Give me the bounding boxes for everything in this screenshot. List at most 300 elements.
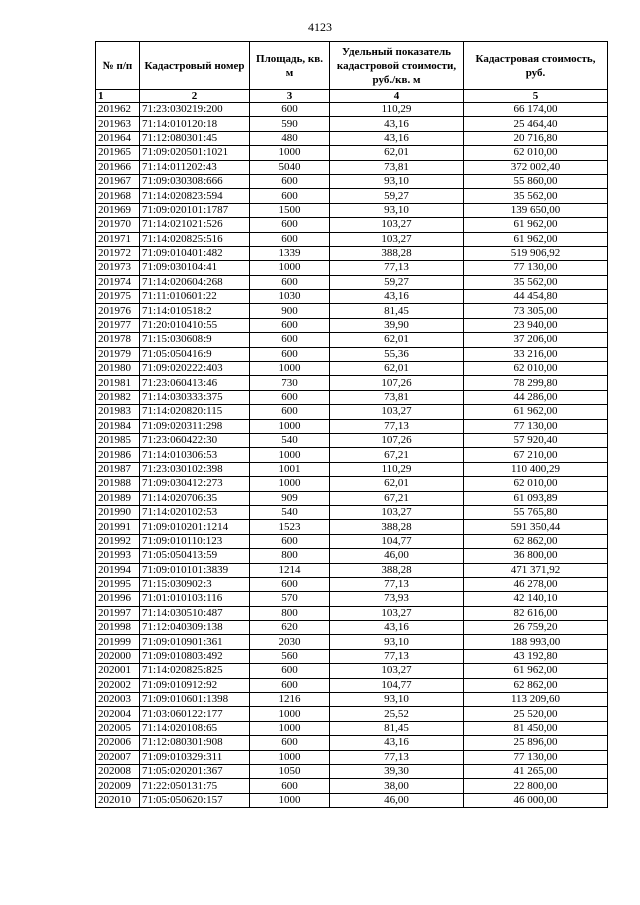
header-area: Площадь, кв. м xyxy=(250,42,330,90)
area-cell: 1214 xyxy=(250,563,330,577)
unit-rate-cell: 62,01 xyxy=(330,362,464,376)
cadastral-cost-cell: 61 962,00 xyxy=(464,232,608,246)
unit-rate-cell: 104,77 xyxy=(330,534,464,548)
cadastral-cost-cell: 35 562,00 xyxy=(464,275,608,289)
cadastral-cost-cell: 57 920,40 xyxy=(464,433,608,447)
cadastral-number-cell: 71:20:010410:55 xyxy=(140,318,250,332)
table-row xyxy=(96,649,608,663)
row-number-cell: 201966 xyxy=(96,160,140,174)
row-number-cell: 202010 xyxy=(96,793,140,807)
cadastral-number-cell: 71:09:010101:3839 xyxy=(140,563,250,577)
area-cell: 600 xyxy=(250,664,330,678)
cadastral-number-cell: 71:23:030102:398 xyxy=(140,462,250,476)
unit-rate-cell: 73,81 xyxy=(330,160,464,174)
cadastral-cost-cell: 44 286,00 xyxy=(464,390,608,404)
unit-rate-cell: 103,27 xyxy=(330,664,464,678)
table-row xyxy=(96,779,608,793)
table-row xyxy=(96,477,608,491)
cadastral-number-cell: 71:09:010201:1214 xyxy=(140,520,250,534)
unit-rate-cell: 103,27 xyxy=(330,606,464,620)
page-number: 4123 xyxy=(308,20,332,34)
cadastral-cost-cell: 77 130,00 xyxy=(464,419,608,433)
table-row xyxy=(96,131,608,145)
cadastral-cost-cell: 62 862,00 xyxy=(464,678,608,692)
cadastral-cost-cell: 61 962,00 xyxy=(464,218,608,232)
cadastral-number-cell: 71:23:060413:46 xyxy=(140,376,250,390)
row-number-cell: 202001 xyxy=(96,664,140,678)
area-cell: 1216 xyxy=(250,693,330,707)
area-cell: 600 xyxy=(250,218,330,232)
area-cell: 5040 xyxy=(250,160,330,174)
cadastral-cost-cell: 61 962,00 xyxy=(464,664,608,678)
unit-rate-cell: 107,26 xyxy=(330,433,464,447)
table-row xyxy=(96,606,608,620)
cadastral-number-cell: 71:09:010803:492 xyxy=(140,649,250,663)
row-number-cell: 201986 xyxy=(96,448,140,462)
unit-rate-cell: 73,81 xyxy=(330,390,464,404)
cadastral-number-cell: 71:09:030104:41 xyxy=(140,261,250,275)
row-number-cell: 201993 xyxy=(96,549,140,563)
unit-rate-cell: 43,16 xyxy=(330,621,464,635)
cadastral-number-cell: 71:05:050620:157 xyxy=(140,793,250,807)
row-number-cell: 202004 xyxy=(96,707,140,721)
table-row xyxy=(96,750,608,764)
cadastral-number-cell: 71:09:020222:403 xyxy=(140,362,250,376)
area-cell: 900 xyxy=(250,304,330,318)
unit-rate-cell: 81,45 xyxy=(330,721,464,735)
cadastral-cost-cell: 62 010,00 xyxy=(464,146,608,160)
row-number-cell: 202000 xyxy=(96,649,140,663)
table-row xyxy=(96,174,608,188)
cadastral-number-cell: 71:14:020823:594 xyxy=(140,189,250,203)
area-cell: 1000 xyxy=(250,419,330,433)
row-number-cell: 201998 xyxy=(96,621,140,635)
row-number-cell: 201967 xyxy=(96,174,140,188)
table-row xyxy=(96,232,608,246)
table-row xyxy=(96,635,608,649)
row-number-cell: 201982 xyxy=(96,390,140,404)
table-row xyxy=(96,290,608,304)
header-cadastral-number: Кадастровый номер xyxy=(140,42,250,90)
area-cell: 1000 xyxy=(250,261,330,275)
cadastral-cost-cell: 77 130,00 xyxy=(464,750,608,764)
area-cell: 1000 xyxy=(250,477,330,491)
table-row xyxy=(96,764,608,778)
unit-rate-cell: 388,28 xyxy=(330,246,464,260)
cadastral-cost-cell: 471 371,92 xyxy=(464,563,608,577)
unit-rate-cell: 38,00 xyxy=(330,779,464,793)
cadastral-cost-cell: 372 002,40 xyxy=(464,160,608,174)
area-cell: 620 xyxy=(250,621,330,635)
cadastral-number-cell: 71:14:011202:43 xyxy=(140,160,250,174)
cadastral-cost-cell: 113 209,60 xyxy=(464,693,608,707)
table-row xyxy=(96,621,608,635)
cadastral-cost-cell: 36 800,00 xyxy=(464,549,608,563)
area-cell: 600 xyxy=(250,405,330,419)
unit-rate-cell: 59,27 xyxy=(330,275,464,289)
unit-rate-cell: 62,01 xyxy=(330,333,464,347)
area-cell: 1500 xyxy=(250,203,330,217)
unit-rate-cell: 93,10 xyxy=(330,203,464,217)
area-cell: 1000 xyxy=(250,448,330,462)
cadastral-number-cell: 71:15:030902:3 xyxy=(140,577,250,591)
area-cell: 480 xyxy=(250,131,330,145)
cadastral-cost-cell: 62 862,00 xyxy=(464,534,608,548)
area-cell: 600 xyxy=(250,736,330,750)
row-number-cell: 201984 xyxy=(96,419,140,433)
area-cell: 1000 xyxy=(250,707,330,721)
table-row xyxy=(96,347,608,361)
row-number-cell: 201968 xyxy=(96,189,140,203)
area-cell: 600 xyxy=(250,318,330,332)
row-number-cell: 201975 xyxy=(96,290,140,304)
table-row xyxy=(96,462,608,476)
table-row xyxy=(96,707,608,721)
area-cell: 730 xyxy=(250,376,330,390)
area-cell: 600 xyxy=(250,779,330,793)
cadastral-cost-cell: 26 759,20 xyxy=(464,621,608,635)
row-number-cell: 201965 xyxy=(96,146,140,160)
cadastral-cost-cell: 110 400,29 xyxy=(464,462,608,476)
table-row xyxy=(96,563,608,577)
row-number-cell: 201983 xyxy=(96,405,140,419)
area-cell: 1523 xyxy=(250,520,330,534)
cadastral-cost-cell: 61 093,89 xyxy=(464,491,608,505)
cadastral-number-cell: 71:12:080301:908 xyxy=(140,736,250,750)
area-cell: 600 xyxy=(250,577,330,591)
table-row xyxy=(96,246,608,260)
row-number-cell: 202002 xyxy=(96,678,140,692)
cadastral-number-cell: 71:15:030608:9 xyxy=(140,333,250,347)
row-number-cell: 201971 xyxy=(96,232,140,246)
unit-rate-cell: 43,16 xyxy=(330,117,464,131)
cadastral-number-cell: 71:09:030308:666 xyxy=(140,174,250,188)
row-number-cell: 201973 xyxy=(96,261,140,275)
unit-rate-cell: 107,26 xyxy=(330,376,464,390)
cadastral-number-cell: 71:14:020820:115 xyxy=(140,405,250,419)
header-row-number: № п/п xyxy=(96,42,140,90)
table-row xyxy=(96,275,608,289)
cadastral-number-cell: 71:14:020825:516 xyxy=(140,232,250,246)
cadastral-number-cell: 71:09:030412:273 xyxy=(140,477,250,491)
table-row xyxy=(96,664,608,678)
cadastral-cost-cell: 55 860,00 xyxy=(464,174,608,188)
table-row xyxy=(96,520,608,534)
cadastral-cost-cell: 33 216,00 xyxy=(464,347,608,361)
table-row xyxy=(96,160,608,174)
row-number-cell: 201987 xyxy=(96,462,140,476)
cadastral-number-cell: 71:09:010401:482 xyxy=(140,246,250,260)
cadastral-cost-cell: 55 765,80 xyxy=(464,505,608,519)
unit-rate-cell: 81,45 xyxy=(330,304,464,318)
unit-rate-cell: 110,29 xyxy=(330,462,464,476)
area-cell: 1000 xyxy=(250,721,330,735)
unit-rate-cell: 43,16 xyxy=(330,131,464,145)
table-row xyxy=(96,793,608,807)
table-row xyxy=(96,333,608,347)
cadastral-number-cell: 71:22:050131:75 xyxy=(140,779,250,793)
table-row xyxy=(96,203,608,217)
cadastral-cost-cell: 25 520,00 xyxy=(464,707,608,721)
unit-rate-cell: 103,27 xyxy=(330,232,464,246)
area-cell: 600 xyxy=(250,678,330,692)
row-number-cell: 201981 xyxy=(96,376,140,390)
cadastral-number-cell: 71:14:020706:35 xyxy=(140,491,250,505)
cadastral-cost-cell: 67 210,00 xyxy=(464,448,608,462)
row-number-cell: 202007 xyxy=(96,750,140,764)
table-row xyxy=(96,362,608,376)
row-number-cell: 201997 xyxy=(96,606,140,620)
unit-rate-cell: 104,77 xyxy=(330,678,464,692)
cadastral-number-cell: 71:14:021021:526 xyxy=(140,218,250,232)
table-row xyxy=(96,117,608,131)
cadastral-cost-cell: 139 650,00 xyxy=(464,203,608,217)
table-row xyxy=(96,419,608,433)
header-row xyxy=(96,42,608,90)
cadastral-cost-cell: 37 206,00 xyxy=(464,333,608,347)
table-row xyxy=(96,505,608,519)
row-number-cell: 201979 xyxy=(96,347,140,361)
cadastral-number-cell: 71:09:020501:1021 xyxy=(140,146,250,160)
column-number: 5 xyxy=(464,90,608,103)
cadastral-cost-cell: 25 464,40 xyxy=(464,117,608,131)
cadastral-cost-cell: 25 896,00 xyxy=(464,736,608,750)
area-cell: 1000 xyxy=(250,750,330,764)
cadastral-cost-cell: 42 140,10 xyxy=(464,592,608,606)
cadastral-number-cell: 71:14:010518:2 xyxy=(140,304,250,318)
row-number-cell: 201962 xyxy=(96,103,140,117)
area-cell: 560 xyxy=(250,649,330,663)
row-number-cell: 201980 xyxy=(96,362,140,376)
row-number-cell: 201990 xyxy=(96,505,140,519)
area-cell: 1339 xyxy=(250,246,330,260)
row-number-cell: 202006 xyxy=(96,736,140,750)
row-number-cell: 201989 xyxy=(96,491,140,505)
cadastral-number-cell: 71:23:060422:30 xyxy=(140,433,250,447)
table-row xyxy=(96,318,608,332)
row-number-cell: 202009 xyxy=(96,779,140,793)
unit-rate-cell: 39,30 xyxy=(330,764,464,778)
header-cadastral-cost: Кадастровая стоимость, руб. xyxy=(464,42,608,90)
row-number-cell: 201985 xyxy=(96,433,140,447)
unit-rate-cell: 77,13 xyxy=(330,419,464,433)
cadastral-cost-cell: 43 192,80 xyxy=(464,649,608,663)
area-cell: 590 xyxy=(250,117,330,131)
cadastral-cost-cell: 35 562,00 xyxy=(464,189,608,203)
cadastral-cost-cell: 519 906,92 xyxy=(464,246,608,260)
table-body xyxy=(96,103,608,808)
table-row xyxy=(96,390,608,404)
cadastral-number-cell: 71:09:010601:1398 xyxy=(140,693,250,707)
area-cell: 800 xyxy=(250,549,330,563)
unit-rate-cell: 110,29 xyxy=(330,103,464,117)
cadastral-cost-cell: 188 993,00 xyxy=(464,635,608,649)
table-row xyxy=(96,549,608,563)
row-number-cell: 201994 xyxy=(96,563,140,577)
cadastral-cost-cell: 41 265,00 xyxy=(464,764,608,778)
cadastral-cost-cell: 66 174,00 xyxy=(464,103,608,117)
area-cell: 600 xyxy=(250,333,330,347)
cadastral-number-cell: 71:01:010103:116 xyxy=(140,592,250,606)
row-number-cell: 201977 xyxy=(96,318,140,332)
cadastral-number-cell: 71:09:010329:311 xyxy=(140,750,250,764)
unit-rate-cell: 39,90 xyxy=(330,318,464,332)
area-cell: 540 xyxy=(250,433,330,447)
unit-rate-cell: 67,21 xyxy=(330,491,464,505)
column-number: 4 xyxy=(330,90,464,103)
unit-rate-cell: 103,27 xyxy=(330,405,464,419)
cadastral-number-cell: 71:14:020102:53 xyxy=(140,505,250,519)
row-number-cell: 201995 xyxy=(96,577,140,591)
cadastral-number-cell: 71:03:060122:177 xyxy=(140,707,250,721)
cadastral-number-cell: 71:05:050416:9 xyxy=(140,347,250,361)
area-cell: 1030 xyxy=(250,290,330,304)
unit-rate-cell: 46,00 xyxy=(330,793,464,807)
area-cell: 2030 xyxy=(250,635,330,649)
unit-rate-cell: 388,28 xyxy=(330,520,464,534)
column-number: 1 xyxy=(96,90,140,103)
unit-rate-cell: 25,52 xyxy=(330,707,464,721)
cadastral-number-cell: 71:14:020108:65 xyxy=(140,721,250,735)
row-number-cell: 201972 xyxy=(96,246,140,260)
area-cell: 1001 xyxy=(250,462,330,476)
unit-rate-cell: 77,13 xyxy=(330,649,464,663)
table-row xyxy=(96,693,608,707)
header-unit-rate: Удельный показатель кадастровой стоимости, руб./кв. м xyxy=(330,42,464,90)
unit-rate-cell: 43,16 xyxy=(330,736,464,750)
area-cell: 1050 xyxy=(250,764,330,778)
column-number: 2 xyxy=(140,90,250,103)
table-row xyxy=(96,736,608,750)
area-cell: 600 xyxy=(250,534,330,548)
cadastral-number-cell: 71:09:010901:361 xyxy=(140,635,250,649)
cadastral-number-cell: 71:14:030333:375 xyxy=(140,390,250,404)
table-row xyxy=(96,448,608,462)
cadastral-number-cell: 71:14:010120:18 xyxy=(140,117,250,131)
cadastral-number-cell: 71:09:010912:92 xyxy=(140,678,250,692)
cadastral-value-table xyxy=(95,41,608,808)
cadastral-number-cell: 71:09:010110:123 xyxy=(140,534,250,548)
unit-rate-cell: 103,27 xyxy=(330,505,464,519)
table-row xyxy=(96,103,608,117)
cadastral-cost-cell: 46 278,00 xyxy=(464,577,608,591)
cadastral-cost-cell: 22 800,00 xyxy=(464,779,608,793)
table-row xyxy=(96,433,608,447)
table-row xyxy=(96,534,608,548)
cadastral-cost-cell: 61 962,00 xyxy=(464,405,608,419)
unit-rate-cell: 93,10 xyxy=(330,693,464,707)
unit-rate-cell: 93,10 xyxy=(330,174,464,188)
area-cell: 909 xyxy=(250,491,330,505)
row-number-cell: 201970 xyxy=(96,218,140,232)
area-cell: 1000 xyxy=(250,793,330,807)
row-number-cell: 202008 xyxy=(96,764,140,778)
row-number-cell: 201999 xyxy=(96,635,140,649)
area-cell: 600 xyxy=(250,174,330,188)
table-row xyxy=(96,721,608,735)
area-cell: 1000 xyxy=(250,146,330,160)
row-number-cell: 201996 xyxy=(96,592,140,606)
unit-rate-cell: 77,13 xyxy=(330,261,464,275)
row-number-cell: 201976 xyxy=(96,304,140,318)
area-cell: 1000 xyxy=(250,362,330,376)
row-number-cell: 201992 xyxy=(96,534,140,548)
unit-rate-cell: 73,93 xyxy=(330,592,464,606)
row-number-cell: 201991 xyxy=(96,520,140,534)
area-cell: 600 xyxy=(250,347,330,361)
area-cell: 600 xyxy=(250,232,330,246)
area-cell: 570 xyxy=(250,592,330,606)
cadastral-number-cell: 71:09:020311:298 xyxy=(140,419,250,433)
cadastral-cost-cell: 81 450,00 xyxy=(464,721,608,735)
cadastral-cost-cell: 82 616,00 xyxy=(464,606,608,620)
cadastral-cost-cell: 77 130,00 xyxy=(464,261,608,275)
column-number: 3 xyxy=(250,90,330,103)
unit-rate-cell: 59,27 xyxy=(330,189,464,203)
cadastral-cost-cell: 591 350,44 xyxy=(464,520,608,534)
row-number-cell: 201988 xyxy=(96,477,140,491)
row-number-cell: 202005 xyxy=(96,721,140,735)
cadastral-cost-cell: 20 716,80 xyxy=(464,131,608,145)
table-row xyxy=(96,678,608,692)
area-cell: 600 xyxy=(250,103,330,117)
cadastral-number-cell: 71:09:020101:1787 xyxy=(140,203,250,217)
row-number-cell: 201964 xyxy=(96,131,140,145)
cadastral-number-cell: 71:05:050413:59 xyxy=(140,549,250,563)
unit-rate-cell: 55,36 xyxy=(330,347,464,361)
cadastral-number-cell: 71:14:030510:487 xyxy=(140,606,250,620)
area-cell: 600 xyxy=(250,390,330,404)
table-row xyxy=(96,577,608,591)
column-number-row xyxy=(96,90,608,103)
row-number-cell: 202003 xyxy=(96,693,140,707)
unit-rate-cell: 93,10 xyxy=(330,635,464,649)
area-cell: 800 xyxy=(250,606,330,620)
table-row xyxy=(96,261,608,275)
cadastral-cost-cell: 46 000,00 xyxy=(464,793,608,807)
row-number-cell: 201978 xyxy=(96,333,140,347)
cadastral-number-cell: 71:23:030219:200 xyxy=(140,103,250,117)
cadastral-number-cell: 71:12:040309:138 xyxy=(140,621,250,635)
cadastral-number-cell: 71:12:080301:45 xyxy=(140,131,250,145)
table-row xyxy=(96,304,608,318)
cadastral-cost-cell: 44 454,80 xyxy=(464,290,608,304)
row-number-cell: 201974 xyxy=(96,275,140,289)
cadastral-number-cell: 71:11:010601:22 xyxy=(140,290,250,304)
cadastral-cost-cell: 73 305,00 xyxy=(464,304,608,318)
unit-rate-cell: 388,28 xyxy=(330,563,464,577)
cadastral-number-cell: 71:14:010306:53 xyxy=(140,448,250,462)
table-row xyxy=(96,592,608,606)
cadastral-cost-cell: 78 299,80 xyxy=(464,376,608,390)
area-cell: 540 xyxy=(250,505,330,519)
unit-rate-cell: 77,13 xyxy=(330,750,464,764)
cadastral-cost-cell: 62 010,00 xyxy=(464,477,608,491)
unit-rate-cell: 62,01 xyxy=(330,146,464,160)
unit-rate-cell: 67,21 xyxy=(330,448,464,462)
cadastral-cost-cell: 23 940,00 xyxy=(464,318,608,332)
unit-rate-cell: 77,13 xyxy=(330,577,464,591)
table-row xyxy=(96,376,608,390)
table-row xyxy=(96,146,608,160)
cadastral-number-cell: 71:05:020201:367 xyxy=(140,764,250,778)
unit-rate-cell: 43,16 xyxy=(330,290,464,304)
cadastral-cost-cell: 62 010,00 xyxy=(464,362,608,376)
table-row xyxy=(96,405,608,419)
table-row xyxy=(96,491,608,505)
area-cell: 600 xyxy=(250,189,330,203)
row-number-cell: 201969 xyxy=(96,203,140,217)
